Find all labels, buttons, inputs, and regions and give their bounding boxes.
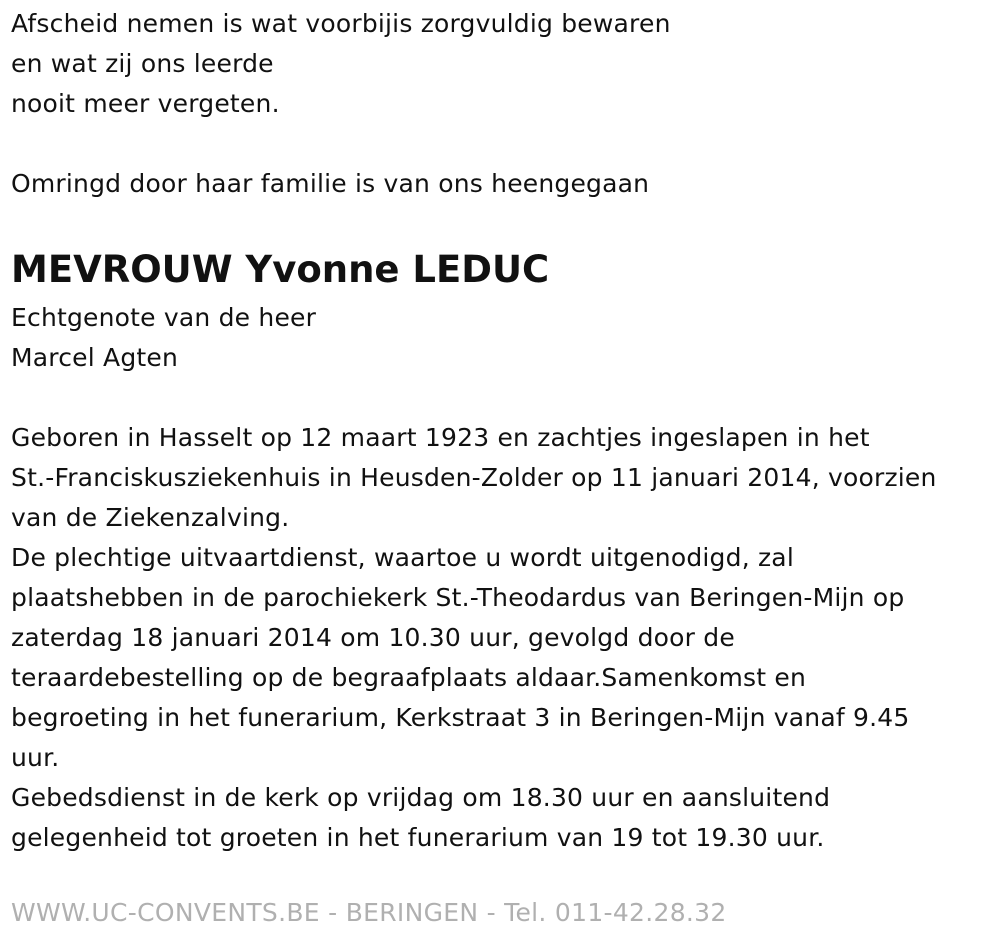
body-line: De plechtige uitvaartdienst, waartoe u wordt uitgenodigd, zal [11,543,794,572]
footer-contact: WWW.UC-CONVENTS.BE - BERINGEN - Tel. 011-42.28.32 [11,898,727,927]
body-line: Geboren in Hasselt op 12 maart 1923 en zachtjes ingeslapen in het [11,423,870,452]
announcement: Omringd door haar familie is van ons heengegaan [11,169,650,198]
intro-verse [11,4,991,124]
spouse-line: Marcel Agten [11,343,179,372]
spacer [11,378,991,418]
body-line: uur. [11,743,60,772]
body-text [11,418,991,858]
body-line: zaterdag 18 januari 2014 om 10.30 uur, gevolgd door de [11,623,735,652]
body-line: teraardebestelling op de begraafplaats aldaar.Samenkomst en [11,663,807,692]
spacer [11,124,991,164]
spouse-line: Echtgenote van de heer [11,303,317,332]
intro-line: Afscheid nemen is wat voorbijis zorgvuldig bewaren [11,9,671,38]
body-line: begroeting in het funerarium, Kerkstraat 3 in Beringen-Mijn vanaf 9.45 [11,703,910,732]
body-line: gelegenheid tot groeten in het funerarium van 19 tot 19.30 uur. [11,823,825,852]
deceased-name: MEVROUW Yvonne LEDUC [11,248,550,291]
spouse-block [11,298,991,378]
body-line: plaatshebben in de parochiekerk St.-Theodardus van Beringen-Mijn op [11,583,905,612]
body-line: van de Ziekenzalving. [11,503,290,532]
obituary-document [11,4,991,858]
body-line: St.-Franciskusziekenhuis in Heusden-Zolder op 11 januari 2014, voorzien [11,463,937,492]
body-line: Gebedsdienst in de kerk op vrijdag om 18.30 uur en aansluitend [11,783,831,812]
intro-line: en wat zij ons leerde [11,49,274,78]
spacer [11,204,991,244]
intro-line: nooit meer vergeten. [11,89,280,118]
